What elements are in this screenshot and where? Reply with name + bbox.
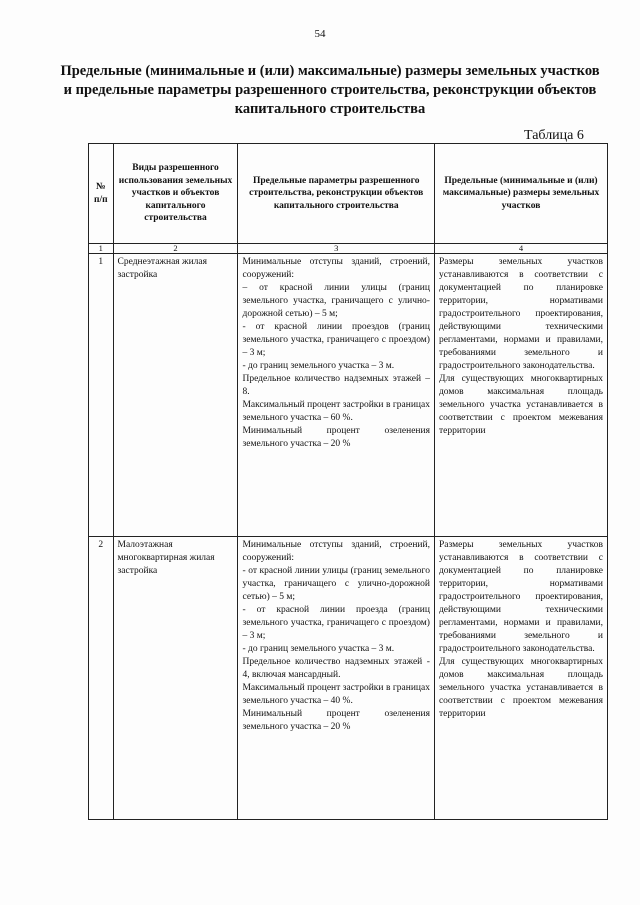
- param-line: - от красной линии проездов (границ земельного участка, граничащего с проездом) – 3 м;: [242, 322, 430, 358]
- limits-table: [88, 143, 608, 820]
- column-number: 1: [89, 244, 114, 254]
- param-line: – от красной линии улицы (границ земельного участка, граничащего с улично-дорожной сетью) – 5 м;: [242, 283, 430, 319]
- param-line: - до границ земельного участка – 3 м.: [242, 644, 395, 654]
- param-line: Минимальные отступы зданий, строений, сооружений:: [242, 257, 430, 280]
- param-line: - от красной линии улицы (границ земельного участка, граничащего с улично-дорожной сетью) – 5 м;: [242, 566, 430, 602]
- row-params: [238, 537, 434, 820]
- header-construction-params: Предельные параметры разрешенного строительства, реконструкции объектов капитального строительства: [238, 144, 434, 244]
- param-line: Минимальный процент озеленения земельного участка – 20 %: [242, 709, 430, 732]
- column-number: 3: [238, 244, 434, 254]
- table-header-row: [89, 144, 608, 244]
- param-line: Минимальные отступы зданий, строений, сооружений:: [242, 540, 430, 563]
- table-row: [89, 537, 608, 820]
- row-sizes: [434, 537, 607, 820]
- row-number: 2: [89, 537, 114, 820]
- row-sizes: [434, 254, 607, 537]
- column-number: 4: [434, 244, 607, 254]
- page-number: 54: [314, 28, 326, 40]
- document-title: Предельные (минимальные и (или) максимальные) размеры земельных участков и предельные параметры разрешенного строительства, реконструкции объектов капитального строительства: [60, 63, 600, 117]
- param-line: Предельное количество надземных этажей – 8.: [242, 374, 430, 397]
- header-use-type: Виды разрешенного использования земельных участков и объектов капитального строительства: [113, 144, 238, 244]
- column-number: 2: [113, 244, 238, 254]
- size-line: Размеры земельных участков устанавливаются в соответствии с документацией по планировке территории, нормативами градостроительного проектирования, действующими техническими регламентами, нормами и правилами, требованиями земельного и градостроительного законодательства.: [438, 540, 603, 654]
- row-params: [238, 254, 434, 537]
- param-line: Предельное количество надземных этажей - 4, включая мансардный.: [242, 657, 430, 680]
- param-line: Максимальный процент застройки в границах земельного участка – 60 %.: [242, 400, 430, 423]
- table-label: Таблица 6: [524, 128, 584, 143]
- param-line: - от красной линии проезда (границ земельного участка, граничащего с проездом) – 3 м;: [242, 605, 430, 641]
- column-number-row: [89, 244, 608, 254]
- table-row: [89, 254, 608, 537]
- row-use-type: Среднеэтажная жилая застройка: [113, 254, 238, 537]
- header-plot-sizes: Предельные (минимальные и (или) максимальные) размеры земельных участков: [434, 144, 607, 244]
- row-use-type: Малоэтажная многоквартирная жилая застройка: [113, 537, 238, 820]
- param-line: - до границ земельного участка – 3 м.: [242, 361, 395, 371]
- param-line: Максимальный процент застройки в границах земельного участка – 40 %.: [242, 683, 430, 706]
- size-line: Размеры земельных участков устанавливаются в соответствии с документацией по планировке территории, нормативами градостроительного проектирования, действующими техническими регламентами, нормами и правилами, требованиями земельного и градостроительного законодательства.: [438, 257, 603, 371]
- header-number: № п/п: [89, 144, 114, 244]
- size-line: Для существующих многоквартирных домов максимальная площадь земельного участка устанавливается в соответствии с проектом межевания территории: [438, 657, 603, 719]
- size-line: Для существующих многоквартирных домов максимальная площадь земельного участка устанавливается в соответствии с проектом межевания территории: [438, 374, 603, 436]
- row-number: 1: [89, 254, 114, 537]
- param-line: Минимальный процент озеленения земельного участка – 20 %: [242, 426, 430, 449]
